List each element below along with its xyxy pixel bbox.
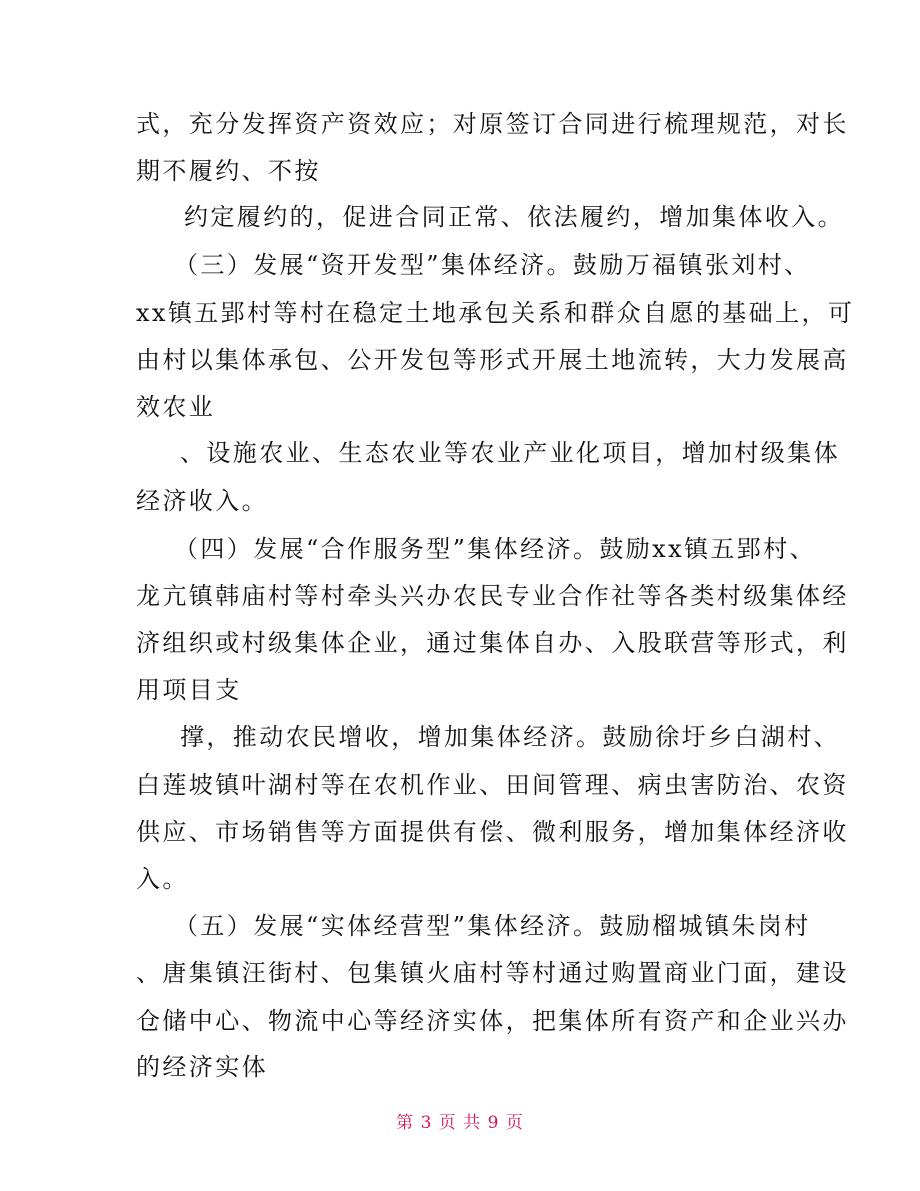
- paragraph-line: 撑，推动农民增收，增加集体经济。鼓励徐圩乡白湖村、: [180, 723, 840, 751]
- paragraph-line: 经济收入。: [136, 487, 268, 515]
- paragraph-line: 白莲坡镇叶湖村等在农机作业、田间管理、病虫害防治、农资: [136, 771, 849, 799]
- paragraph-line: 、设施农业、生态农业等农业产业化项目，增加村级集体: [180, 439, 840, 467]
- paragraph-line: 、唐集镇汪街村、包集镇火庙村等村通过购置商业门面，建设: [136, 959, 849, 987]
- page-number-footer: 第 3 页 共 9 页: [396, 1113, 524, 1133]
- paragraph-line: 入。: [136, 865, 189, 893]
- paragraph-line: 供应、市场销售等方面提供有偿、微利服务，增加集体经济收: [136, 818, 849, 846]
- paragraph-line: 龙亢镇韩庙村等村牵头兴办农民专业合作社等各类村级集体经: [136, 582, 849, 610]
- paragraph-line: 式，充分发挥资产资效应；对原签订合同进行梳理规范，对长: [136, 110, 849, 138]
- paragraph-line: 期不履约、不按: [136, 157, 321, 185]
- paragraph-line: （三）发展“资开发型”集体经济。鼓励万福镇张刘村、: [174, 251, 811, 279]
- paragraph-line: （四）发展“合作服务型”集体经济。鼓励xx镇五郢村、: [174, 535, 817, 563]
- paragraph-line: 效农业: [136, 393, 216, 421]
- paragraph-line: 仓储中心、物流中心等经济实体，把集体所有资产和企业兴办: [136, 1007, 849, 1035]
- paragraph-line: 用项目支: [136, 676, 242, 704]
- paragraph-line: （五）发展“实体经营型”集体经济。鼓励榴城镇朱岗村: [174, 912, 811, 940]
- paragraph-line: 约定履约的，促进合同正常、依法履约，增加集体收入。: [184, 203, 844, 231]
- paragraph-line: 济组织或村级集体企业，通过集体自办、入股联营等形式，利: [136, 629, 849, 657]
- paragraph-line: 由村以集体承包、公开发包等形式开展土地流转，大力发展高: [136, 346, 849, 374]
- paragraph-line: xx镇五郢村等村在稳定土地承包关系和群众自愿的基础上，可: [136, 299, 855, 327]
- paragraph-line: 的经济实体: [136, 1053, 268, 1081]
